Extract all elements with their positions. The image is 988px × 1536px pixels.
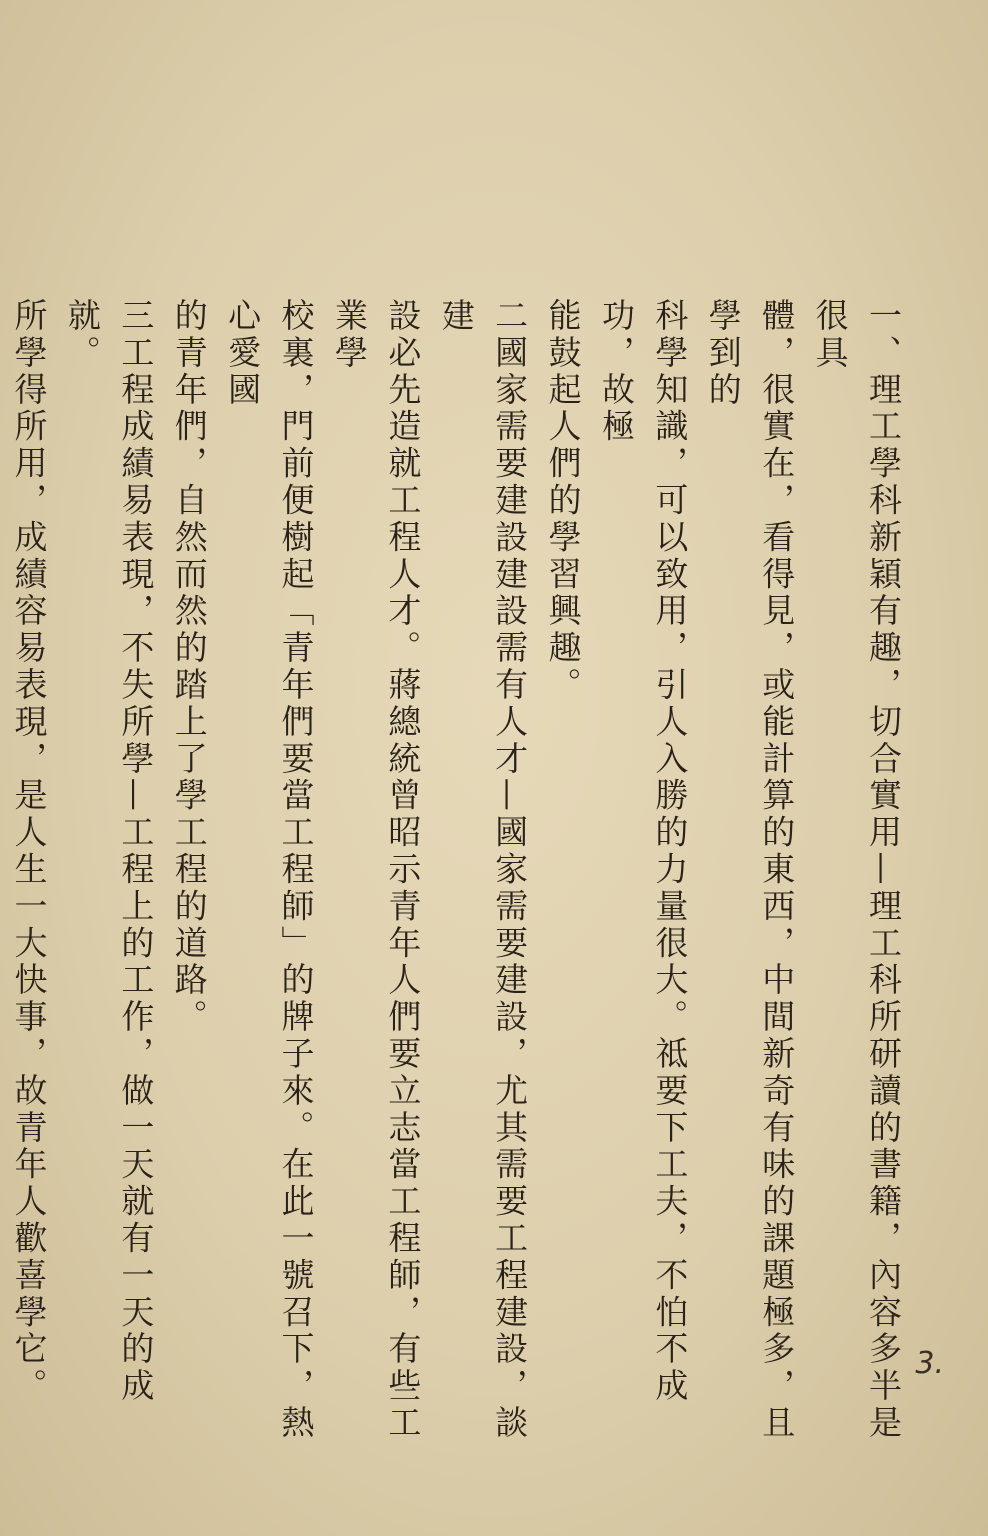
text-column: 一、理工學科新穎有趣，切合實用—理工科所研讀的書籍，內容多半是很具 bbox=[810, 298, 903, 1442]
text-column: 體，很實在，看得見，或能計算的東西，中間新奇有味的課題極多，且學到的 bbox=[703, 298, 797, 1442]
vertical-text-body bbox=[9, 298, 910, 1448]
text-column: 三工程成績易表現，不失所學—工程上的工作，做一天就有一天的成就。 bbox=[62, 298, 156, 1405]
text-column: 科學知識，可以致用，引人入勝的力量很大。祗要下工夫，不怕不成功，故極 bbox=[596, 298, 690, 1405]
text-column: 校裏，門前便樹起「青年們要當工程師」的牌子來。在此一號召下，熱心愛國 bbox=[223, 298, 316, 1442]
text-column: 設必先造就工程人才。蔣總統曾昭示青年人們要立志當工程師，有些工業學 bbox=[329, 298, 423, 1442]
page-number: 3. bbox=[915, 1346, 944, 1381]
text-column: 二國家需要建設建設需有人才—國家需要建設，尤其需要工程建設，談建 bbox=[436, 298, 530, 1442]
text-column: 所學得所用，成績容易表現，是人生一大快事，故青年人歡喜學它。 bbox=[9, 298, 49, 1405]
text-column: 能鼓起人們的學習興趣。 bbox=[543, 298, 583, 704]
text-column bbox=[0, 298, 2, 1448]
text-column: 的青年們，自然而然的踏上了學工程的道路。 bbox=[169, 298, 209, 1036]
